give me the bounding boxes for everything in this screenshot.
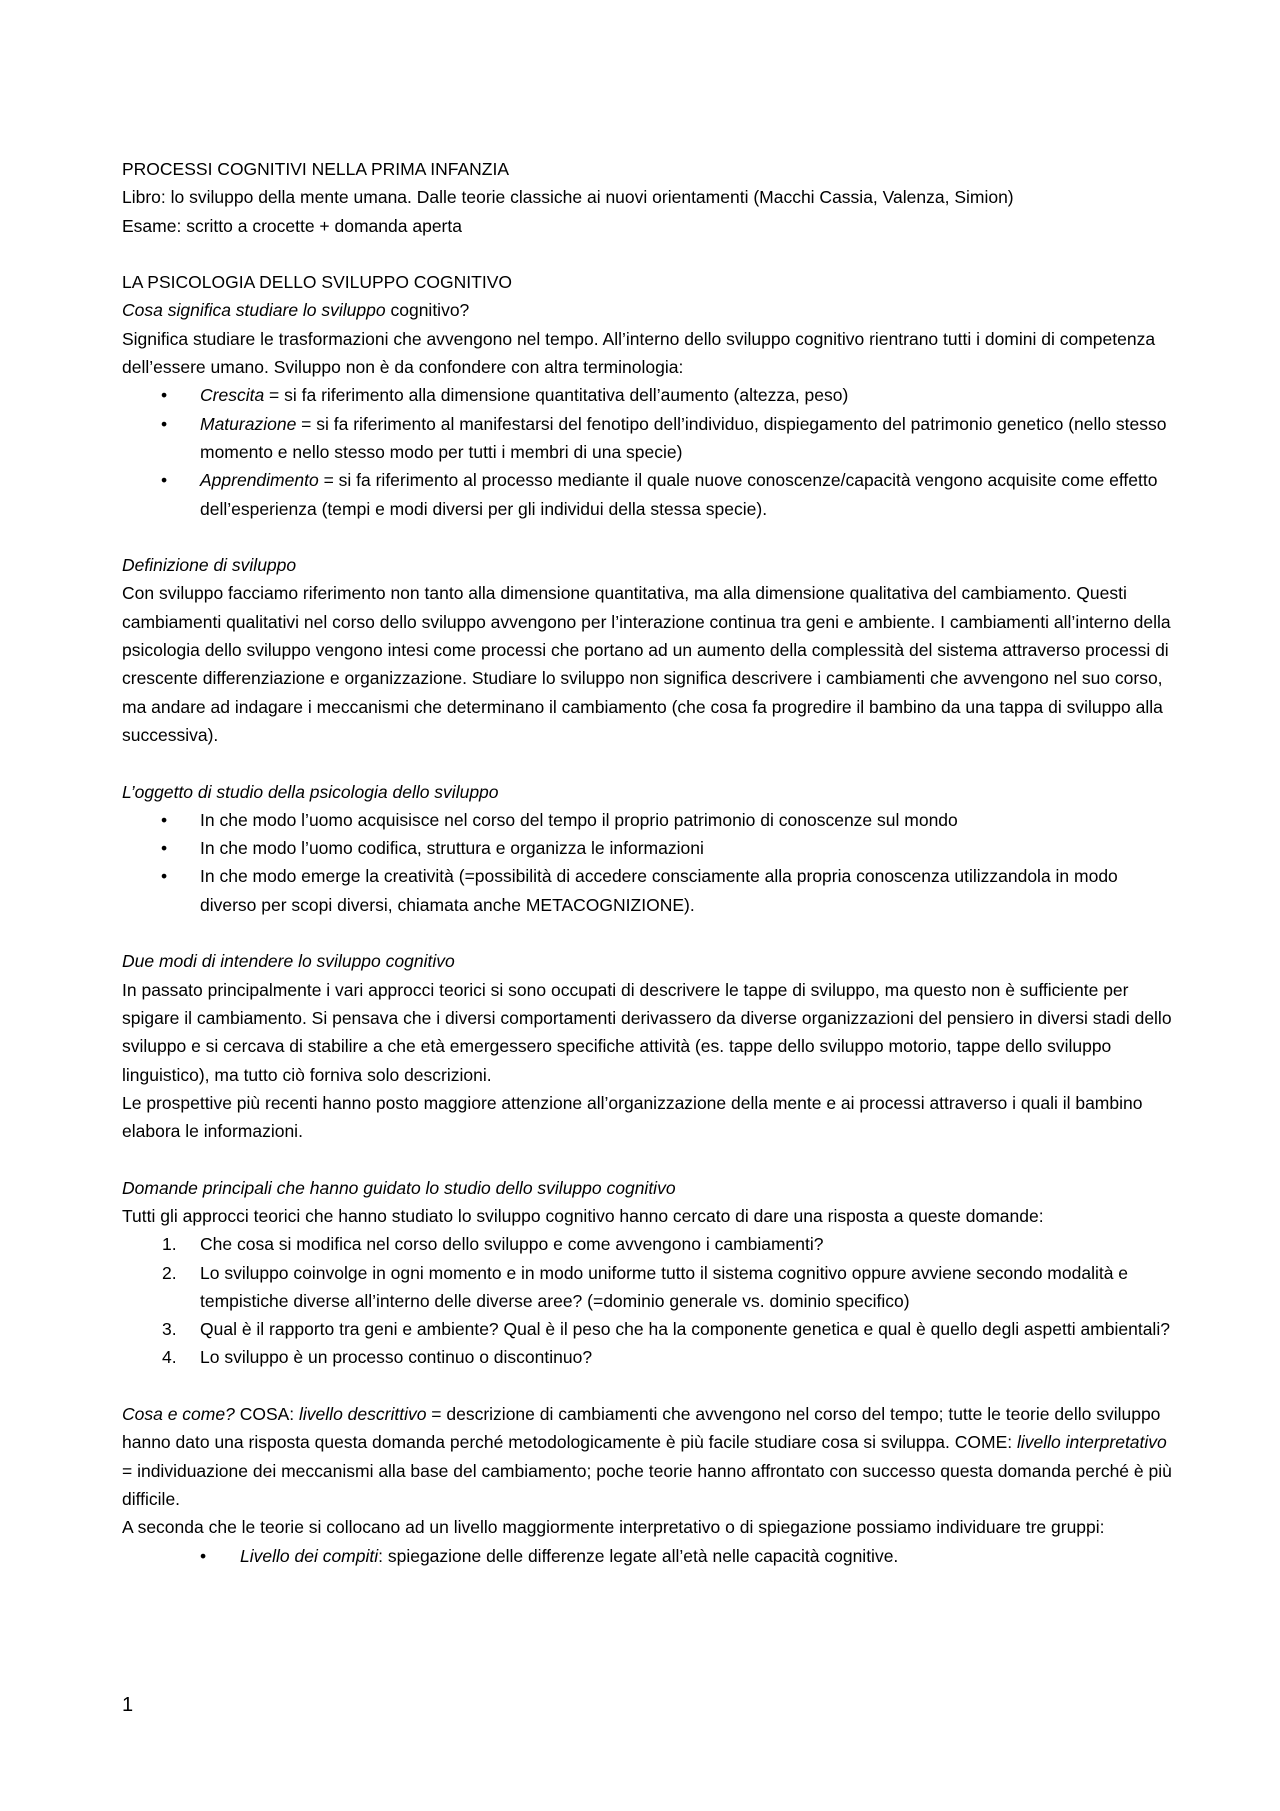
spacer xyxy=(122,523,1172,551)
list-item xyxy=(122,1343,1172,1371)
levels-list xyxy=(122,1542,1172,1570)
list-term: Maturazione xyxy=(200,413,297,434)
list-item xyxy=(122,381,1172,409)
term-italic: livello interpretativo xyxy=(1016,1432,1167,1453)
list-text: = si fa riferimento alla dimensione quantitativa dell’aumento (altezza, peso) xyxy=(264,385,849,406)
text-run: COSA: xyxy=(234,1404,300,1425)
section-heading: Domande principali che hanno guidato lo studio dello sviluppo cognitivo xyxy=(122,1177,676,1198)
list-text: In che modo emerge la creatività (=possibilità di accedere consciamente alla propria conoscenza utilizzandola in modo diverso per scopi diversi, chiamata anche METACOGNIZIONE). xyxy=(200,866,1118,915)
list-text: In che modo l’uomo acquisisce nel corso del tempo il proprio patrimonio di conoscenze sul mondo xyxy=(200,809,958,830)
list-item xyxy=(122,410,1172,467)
exam-info: Esame: scritto a crocette + domanda aperta xyxy=(122,215,462,236)
list-item xyxy=(122,1542,1172,1570)
section-heading: Due modi di intendere lo sviluppo cognitivo xyxy=(122,951,455,972)
list-text: Lo sviluppo è un processo continuo o discontinuo? xyxy=(200,1347,593,1368)
list-text: Lo sviluppo coinvolge in ogni momento e in modo uniforme tutto il sistema cognitivo oppure avviene secondo modalità e tempistiche diverse all’interno delle diverse aree? (=dominio generale vs. dominio specifico) xyxy=(200,1262,1129,1311)
list-text: = si fa riferimento al processo mediante il quale nuove conoscenze/capacità vengono acquisite come effetto dell’esperienza (tempi e modi diversi per gli individui della stessa specie). xyxy=(200,470,1158,519)
question-italic: Cosa significa studiare lo sviluppo xyxy=(122,300,386,321)
bullet-icon: • xyxy=(161,866,168,887)
list-item xyxy=(122,834,1172,862)
paragraph xyxy=(122,1400,1172,1513)
text-run: = descrizione di cambiamenti che avvengono nel corso del tempo; tutte le teorie dello sviluppo hanno dato una risposta questa domanda perché metodologicamente è più facile studiare cosa si sviluppa. COME: xyxy=(122,1404,1161,1453)
list-text: Qual è il rapporto tra geni e ambiente? Qual è il peso che ha la componente genetica e qual è quello degli aspetti ambientali? xyxy=(200,1319,1170,1340)
section-question xyxy=(122,296,1172,324)
list-text: In che modo l’uomo codifica, struttura e organizza le informazioni xyxy=(200,838,704,859)
terminology-list xyxy=(122,381,1172,522)
list-item xyxy=(122,862,1172,919)
paragraph: In passato principalmente i vari approcci teorici si sono occupati di descrivere le tappe di sviluppo, ma questo non è sufficiente per spigare il cambiamento. Si pensava che i diversi comportamenti derivassero da diverse organizzazioni del pensiero in diversi stadi dello sviluppo e si cercava di stabilire a che età emergessero specifiche attività (es. tappe dello sviluppo motorio, tappe dello sviluppo linguistico), ma tutto ciò forniva solo descrizioni. xyxy=(122,979,1172,1085)
spacer xyxy=(122,1145,1172,1173)
list-term: Apprendimento xyxy=(200,470,319,491)
list-text: : spiegazione delle differenze legate all’età nelle capacità cognitive. xyxy=(378,1545,899,1566)
list-number: 4. xyxy=(162,1347,177,1368)
section-heading: LA PSICOLOGIA DELLO SVILUPPO COGNITIVO xyxy=(122,272,512,293)
section-heading: Definizione di sviluppo xyxy=(122,555,297,576)
list-term: Livello dei compiti xyxy=(240,1545,379,1566)
paragraph: Significa studiare le trasformazioni che avvengono nel tempo. All’interno dello sviluppo cognitivo rientrano tutti i domini di competenza dell’essere umano. Sviluppo non è da confondere con altra terminologia: xyxy=(122,328,1156,378)
bullet-icon: • xyxy=(200,1545,207,1566)
list-text: = si fa riferimento al manifestarsi del fenotipo dell’individuo, dispiegamento del patrimonio genetico (nello stesso momento e nello stesso modo per tutti i membri di una specie) xyxy=(200,413,1167,462)
spacer xyxy=(122,240,1172,268)
paragraph: Le prospettive più recenti hanno posto maggiore attenzione all’organizzazione della mente e ai processi attraverso i quali il bambino elabora le informazioni. xyxy=(122,1092,1143,1142)
paragraph: Tutti gli approcci teorici che hanno studiato lo sviluppo cognitivo hanno cercato di dare una risposta a queste domande: xyxy=(122,1205,1044,1226)
list-number: 1. xyxy=(162,1234,177,1255)
list-text: Che cosa si modifica nel corso dello sviluppo e come avvengono i cambiamenti? xyxy=(200,1234,824,1255)
bullet-icon: • xyxy=(161,385,168,406)
list-item xyxy=(122,1315,1172,1343)
section-heading: L’oggetto di studio della psicologia dello sviluppo xyxy=(122,781,499,802)
list-item xyxy=(122,806,1172,834)
page-number: 1 xyxy=(122,1694,134,1716)
bullet-icon: • xyxy=(161,413,168,434)
list-item xyxy=(122,1259,1172,1316)
questions-list xyxy=(122,1230,1172,1371)
list-term: Crescita xyxy=(200,385,265,406)
bullet-icon: • xyxy=(161,809,168,830)
bullet-icon: • xyxy=(161,838,168,859)
list-number: 3. xyxy=(162,1319,177,1340)
question-tail: cognitivo? xyxy=(385,300,470,321)
book-reference: Libro: lo sviluppo della mente umana. Dalle teorie classiche ai nuovi orientamenti (Macchi Cassia, Valenza, Simion) xyxy=(122,187,1014,208)
text-run: = individuazione dei meccanismi alla base del cambiamento; poche teorie hanno affrontato con successo questa domanda perché è più difficile. xyxy=(122,1460,1172,1509)
study-object-list xyxy=(122,806,1172,919)
list-item xyxy=(122,1230,1172,1258)
spacer xyxy=(122,919,1172,947)
paragraph: A seconda che le teorie si collocano ad un livello maggiormente interpretativo o di spiegazione possiamo individuare tre gruppi: xyxy=(122,1517,1105,1538)
document-body xyxy=(122,155,1172,1570)
lead-italic: Cosa e come? xyxy=(122,1404,235,1425)
document-title: PROCESSI COGNITIVI NELLA PRIMA INFANZIA xyxy=(122,159,510,179)
paragraph: Con sviluppo facciamo riferimento non tanto alla dimensione quantitativa, ma alla dimensione qualitativa del cambiamento. Questi cambiamenti qualitativi nel corso dello sviluppo avvengono per l’interazione continua tra geni e ambiente. I cambiamenti all’interno della psicologia dello sviluppo vengono intesi come processi che portano ad un aumento della complessità del sistema attraverso processi di crescente differenziazione e organizzazione. Studiare lo sviluppo non significa descrivere i cambiamenti che avvengono nel suo corso, ma andare ad indagare i meccanismi che determinano il cambiamento (che cosa fa progredire il bambino da una tappa di sviluppo alla successiva). xyxy=(122,583,1171,745)
list-number: 2. xyxy=(162,1262,177,1283)
term-italic: livello descrittivo xyxy=(299,1404,427,1425)
spacer xyxy=(122,749,1172,777)
list-item xyxy=(122,466,1172,523)
spacer xyxy=(122,1372,1172,1400)
bullet-icon: • xyxy=(161,470,168,491)
